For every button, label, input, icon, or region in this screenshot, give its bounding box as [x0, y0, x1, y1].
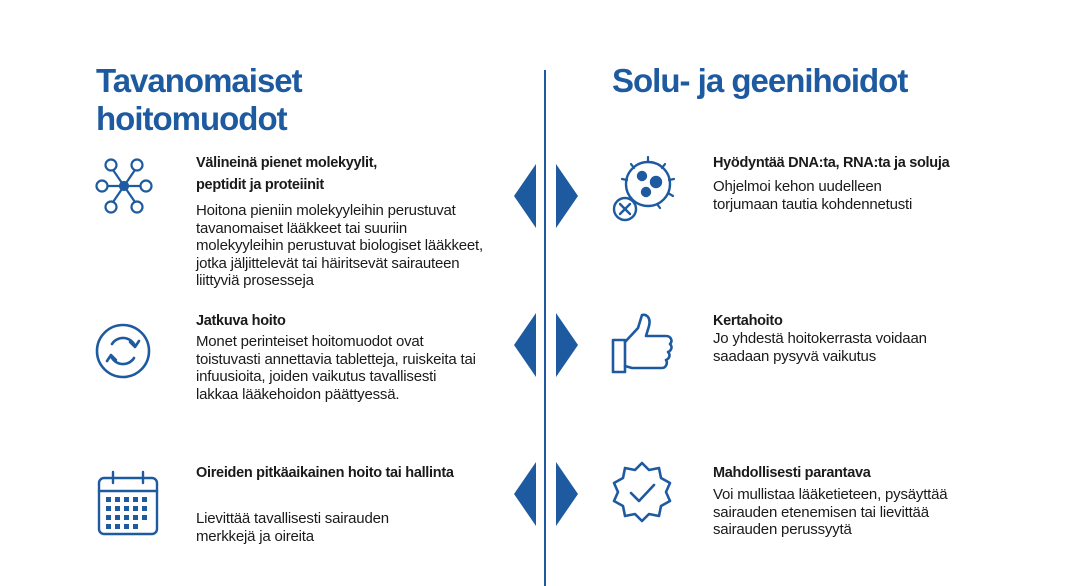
comparison-arrows-row-2 [514, 313, 578, 377]
calendar-icon [96, 470, 160, 538]
molecule-icon [95, 157, 153, 215]
left-item-1-text: Hoitona pieniin molekyyleihin perustuvat tavanomaiset lääkkeet tai suuriin molekyyleihin perustuvat biologiset lääkkeet, jotka jäljittelevät tai häiritsevät sairauteen liittyviä prosesseja [196, 202, 483, 289]
right-item-2-text: Jo yhdestä hoitokerrasta voidaan saadaan pysyvä vaikutus [713, 330, 927, 365]
left-item-2-heading: Jatkuva hoito [196, 313, 286, 329]
left-item-3-text: Lievittää tavallisesti sairauden merkkejä ja oireita [196, 510, 389, 545]
right-item-2-heading: Kertahoito [713, 313, 783, 329]
left-item-2-text: Monet perinteiset hoitomuodot ovat toistuvasti annettavia tabletteja, ruiskeita tai infuusioita, joiden vaikutus tavallisesti lakkaa lääkehoidon päättyessä. [196, 333, 476, 403]
thumbs-up-icon [610, 312, 676, 378]
left-column-title: Tavanomaiset hoitomuodot [96, 62, 302, 137]
cell-icon [610, 152, 682, 224]
comparison-arrows-row-1 [514, 164, 578, 228]
left-item-3-heading: Oireiden pitkäaikainen hoito tai hallinta [196, 465, 454, 481]
refresh-cycle-icon [94, 322, 152, 380]
right-item-3-heading: Mahdollisesti parantava [713, 465, 871, 481]
right-item-1-text: Ohjelmoi kehon uudelleen torjumaan tautia kohdennetusti [713, 178, 913, 213]
comparison-arrows-row-3 [514, 462, 578, 526]
left-item-1-heading: Välineinä pienet molekyylit, peptidit ja proteiinit [196, 155, 377, 193]
right-item-3-text: Voi mullistaa lääketieteen, pysäyttää sairauden etenemisen tai lievittää sairauden perussyytä [713, 486, 948, 538]
verified-badge-icon [610, 460, 674, 524]
right-column-title: Solu- ja geenihoidot [612, 62, 908, 99]
right-item-1-heading: Hyödyntää DNA:ta, RNA:ta ja soluja [713, 155, 950, 171]
